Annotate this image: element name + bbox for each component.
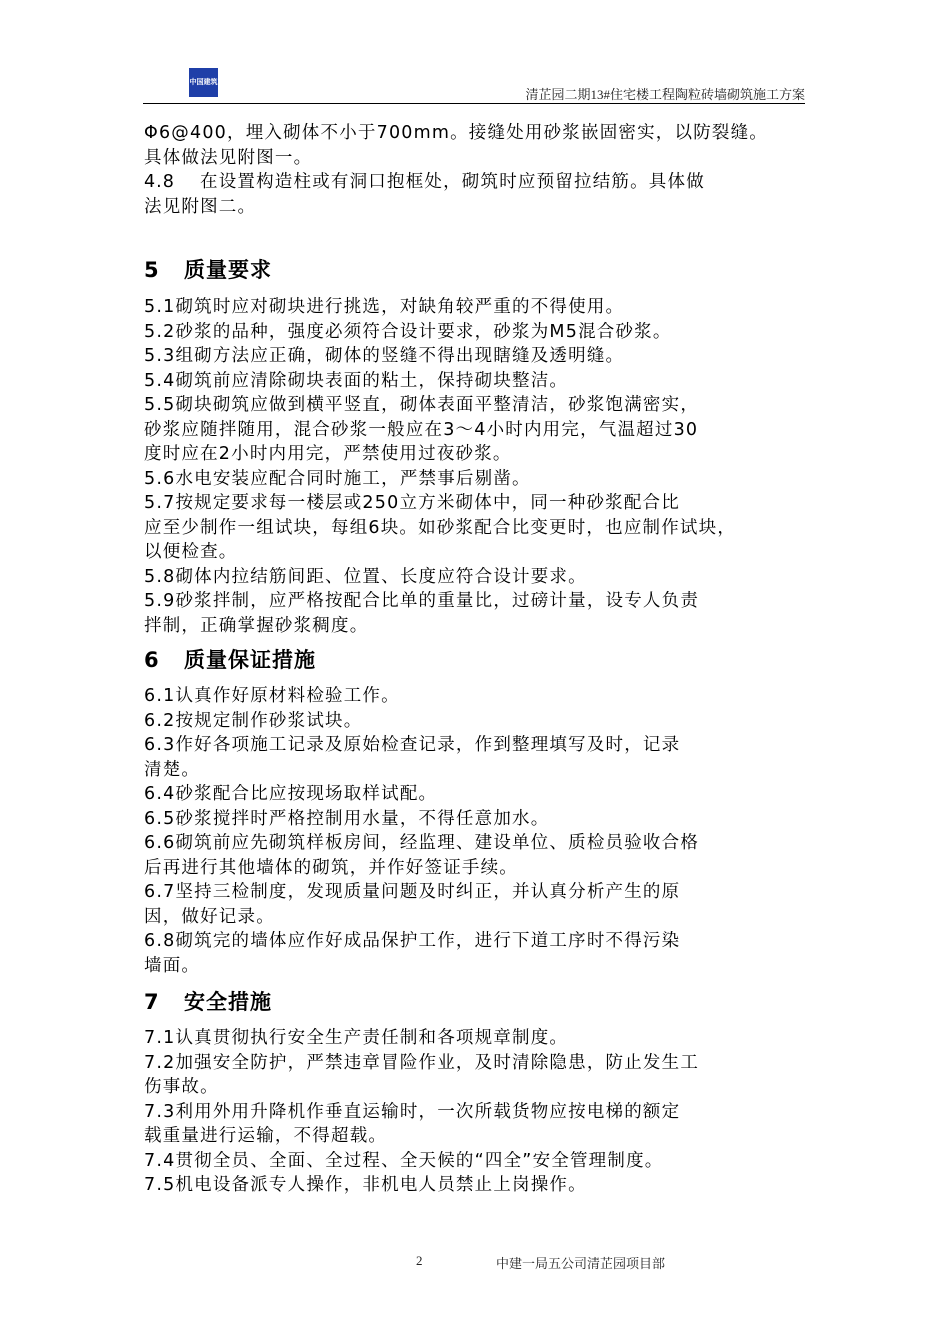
clause-text: 砂浆应随拌随用，混合砂浆一般应在3～4小时内用完，气温超过30: [144, 419, 699, 440]
clause-text: 后再进行其他墙体的砌筑，并作好签证手续。: [144, 857, 518, 878]
clause-number: 7.4: [144, 1150, 176, 1171]
clause-number: 5.4: [144, 370, 176, 391]
section-heading: 6 质量保证措施: [144, 648, 316, 672]
clause-number: 7.5: [144, 1175, 176, 1195]
clause-text: 砂浆的品种，强度必须符合设计要求，砂浆为M5混合砂浆。: [175, 321, 672, 342]
clause-number: 5.6: [144, 468, 176, 489]
intro-line: 具体做法见附图一。: [144, 147, 313, 168]
clause-text: 砌筑完的墙体应作好成品保护工作，进行下道工序时不得污染: [175, 931, 681, 951]
clause-text: 按规定要求每一楼层或250立方米砌体中，同一种砂浆配合比: [175, 493, 680, 513]
clause-number: 6.6: [144, 833, 176, 853]
clause-text: 认真作好原材料检验工作。: [175, 686, 400, 706]
clause-number: 7.2: [144, 1052, 176, 1073]
clause-text: 法见附图二。: [144, 196, 257, 217]
clause-number: 5.1: [144, 297, 176, 317]
clause-item: [144, 170, 824, 219]
clause-text: 度时应在2小时内用完，严禁使用过夜砂浆。: [144, 444, 512, 464]
clause-text: 砌筑时应对砌块进行挑选，对缺角较严重的不得使用。: [175, 297, 625, 317]
clause-text: 因，做好记录。: [144, 906, 275, 927]
clause-number: 5.7: [144, 493, 176, 513]
clause-text: 贯彻全员、全面、全过程、全天候的“四全”安全管理制度。: [175, 1150, 664, 1171]
clause-number: 4.8: [144, 172, 175, 192]
clause-text: 作好各项施工记录及原始检查记录，作到整理填写及时，记录: [175, 735, 681, 755]
clause-number: 6.1: [144, 686, 176, 706]
clause-text: 砌块砌筑应做到横平竖直，砌体表面平整清洁，砂浆饱满密实，: [175, 395, 700, 415]
footer-organization: 中建一局五公司清芷园项目部: [496, 1256, 666, 1271]
clause-number: 6.7: [144, 882, 176, 902]
clause-text: 砌筑前应先砌筑样板房间，经监理、建设单位、质检员验收合格: [175, 833, 700, 853]
clause-number: 6.3: [144, 735, 176, 755]
clause-number: 5.3: [144, 346, 176, 366]
clause-number: 6.4: [144, 784, 176, 804]
intro-line: Φ6@400，埋入砌体不小于700mm。接缝处用砂浆嵌固密实，以防裂缝。: [144, 123, 769, 143]
clause-text: 砂浆搅拌时严格控制用水量，不得任意加水。: [175, 808, 550, 829]
clause-text: 加强安全防护，严禁违章冒险作业，及时清除隐患，防止发生工: [175, 1052, 700, 1073]
clause-text: 清楚。: [144, 759, 201, 780]
clause-text: 墙面。: [144, 955, 201, 976]
clause-text: 砌筑前应清除砌块表面的粘土，保持砌块整洁。: [175, 370, 569, 391]
document-body: [144, 121, 824, 1198]
clause-text: 组砌方法应正确，砌体的竖缝不得出现瞎缝及透明缝。: [175, 346, 625, 366]
clause-text: 坚持三检制度，发现质量问题及时纠正，并认真分析产生的原: [175, 882, 681, 902]
clause-text: 载重量进行运输，不得超载。: [144, 1126, 388, 1146]
clause-text: 拌制，正确掌握砂浆稠度。: [144, 615, 369, 636]
clause-number: 5.5: [144, 395, 176, 415]
clause-text: 在设置构造柱或有洞口抱框处，砌筑时应预留拉结筋。具体做: [200, 172, 705, 192]
clause-text: 机电设备派专人操作，非机电人员禁止上岗操作。: [175, 1175, 587, 1195]
clause-text: 水电安装应配合同时施工，严禁事后剔凿。: [175, 468, 531, 489]
clause-text: 按规定制作砂浆试块。: [175, 710, 363, 731]
clause-number: 5.9: [144, 591, 176, 611]
section-heading: 5 质量要求: [144, 258, 272, 282]
clause-number: 6.2: [144, 710, 176, 731]
clause-text: 砂浆拌制，应严格按配合比单的重量比，过磅计量，设专人负责: [175, 591, 700, 611]
clause-text: 伤事故。: [144, 1077, 219, 1097]
clause-text: 砂浆配合比应按现场取样试配。: [175, 784, 438, 804]
clause-text: 认真贯彻执行安全生产责任制和各项规章制度。: [175, 1028, 569, 1048]
clause-number: 6.8: [144, 931, 176, 951]
clause-text: 应至少制作一组试块，每组6块。如砂浆配合比变更时，也应制作试块，: [144, 517, 737, 538]
clause-text: 利用外用升降机作垂直运输时，一次所载货物应按电梯的额定: [175, 1101, 681, 1122]
clause-text: 砌体内拉结筋间距、位置、长度应符合设计要求。: [175, 566, 587, 587]
page-number: 2: [416, 1253, 423, 1268]
clause-number: 5.8: [144, 566, 176, 587]
header-divider: [143, 103, 805, 104]
clause-text: 以便检查。: [144, 542, 238, 562]
document-header-title: 清芷园二期13#住宅楼工程陶粒砖墙砌筑施工方案: [525, 87, 805, 102]
company-logo: 中国建筑: [189, 68, 218, 97]
clause-number: 6.5: [144, 808, 176, 829]
clause-number: 7.1: [144, 1028, 176, 1048]
section-heading: 7 安全措施: [144, 990, 272, 1014]
clause-number: 5.2: [144, 321, 176, 342]
clause-number: 7.3: [144, 1101, 176, 1122]
